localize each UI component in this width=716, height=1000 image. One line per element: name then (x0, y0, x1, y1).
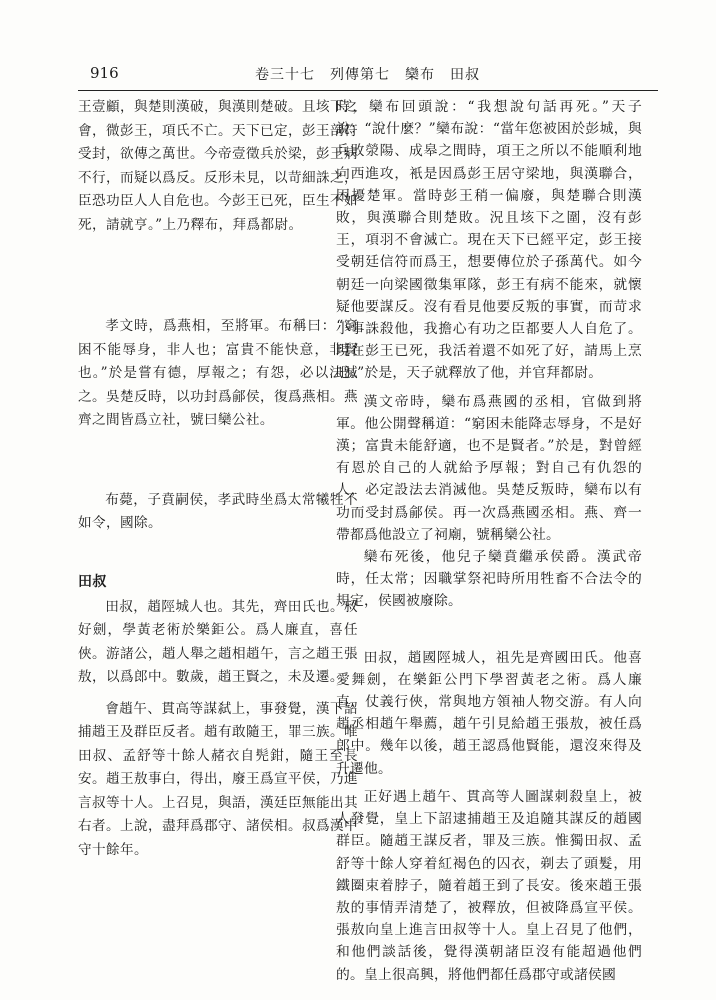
running-head: 卷三十七 列傳第七 欒布 田叔 (255, 67, 480, 83)
left-gap-1 (78, 237, 358, 315)
header-rule (78, 90, 658, 91)
left-para-3: 布薨，子賁嗣侯，孝武時坐爲太常犧牲不如令，國除。 (78, 491, 358, 531)
left-gap-2 (78, 433, 358, 489)
right-para-5: 正好遇上趙午、貫高等人圖謀刺殺皇上，被人發覺，皇上下詔逮捕趙王及追隨其謀反的趙國群臣。隨趙王謀反者，罪及三族。惟獨田叔、孟舒等十餘人穿着紅褐色的囚衣，剃去了頭髮，用鐵圈束着脖子，隨着趙王到了長安。後來趙王張敖的事情弄清楚了，被釋放，但被降爲宣平侯。張敖向皇上進言田叔等十人。皇上召見了他們，和他們談話後，覺得漢朝諸臣沒有能超過他們的。皇上很高興，將他們都任爲郡守或諸侯國 (336, 788, 642, 983)
right-para-3: 欒布死後，他兒子欒賁繼承侯爵。漢武帝時，任太常；因職掌祭祀時所用牲畜不合法令的規定，侯國被廢除。 (336, 549, 642, 610)
right-para-2: 漢文帝時，欒布爲燕國的丞相，官做到將軍。他公開聲稱道：“窮困未能降志辱身，不是好漢；富貴未能舒適，也不是賢者。”於是，對曾經有恩於自己的人就給予厚報；對自己有仇怨的人，必定設法去消滅他。吳楚反叛時，欒布以有功而受封爲鄃侯。再一次爲燕國丞相。燕、齊一帶都爲他設立了祠廟，號稱欒公社。 (336, 393, 642, 543)
section-title-tian-shu: 田叔 (78, 573, 107, 590)
page-number: 916 (90, 64, 119, 82)
left-column-classical-text (78, 96, 358, 862)
right-para-1: 時，欒布回頭說：“我想說句話再死。”天子說：“說什麼？”欒布說：“當年您被困於彭城，與兵敗滎陽、成皋之間時，項王之所以不能順利地向西進攻，衹是因爲彭王居守梁地，與漢聯合，困擾楚軍。當時彭王稍一偏廢，與楚聯合則漢敗，與漢聯合則楚敗。況且垓下之圍，沒有彭王，項羽不會滅亡。現在天下已經平定，彭王接受朝廷信符而爲王，想要傳位於子孫萬代。如今朝廷一向梁國徵集軍隊，彭王有病不能來，就懷疑他要謀反。沒有看見他要反叛的事實，而苛求小事誅殺他，我擔心有功之臣都要人人自危了。現在彭王已死，我活着還不如死了好，請馬上烹吧。”於是，天子就釋放了他，并官拜都尉。 (336, 99, 642, 382)
right-para-4: 田叔，趙國陘城人，祖先是齊國田氏。他喜愛舞劍，在樂鉅公門下學習黃老之術。爲人廉直，仗義行俠，常與地方領袖人物交游。有人向趙丞相趙午舉薦，趙午引見給趙王張敖，被任爲郎中。幾年以後，趙王認爲他賢能，還沒來得及升遷他。 (336, 649, 642, 777)
right-column-translation-text (336, 96, 642, 986)
left-para-1: 王壹顧，與楚則漢破，與漢則楚破。且垓下之會，微彭王，項氏不亡。天下已定，彭王剖符受封，欲傳之萬世。今帝壹徵兵於梁，彭王病不行，而疑以爲反。反形未見，以苛細誅之，臣恐功臣人人自危也。今彭王已死，臣生不如死，請就亨。”上乃釋布，拜爲都尉。 (78, 99, 358, 233)
left-para-5: 會趙午、貫高等謀弑上，事發覺，漢下詔捕趙王及群臣反者。趙有敢隨王，罪三族。唯田叔、孟舒等十餘人赭衣自髡鉗，隨王至長安。趙王敖事白，得出，廢王爲宣平侯，乃進言叔等十人。上召見，與語，漢廷臣無能出其右者。上說，盡拜爲郡守、諸侯相。叔爲漢中守十餘年。 (78, 700, 358, 858)
right-gap-2 (336, 613, 642, 647)
left-para-4: 田叔，趙陘城人也。其先，齊田氏也。叔好劍，學黃老術於樂鉅公。爲人廉直，喜任俠。游諸公，趙人舉之趙相趙午，言之趙王張敖，以爲郎中。數歲，趙王賢之，未及遷。 (78, 598, 358, 685)
left-para-2: 孝文時，爲燕相，至將軍。布稱曰：“窮困不能辱身，非人也；富貴不能快意，非賢也。”於是嘗有德，厚報之；有怨，必以法滅之。吳楚反時，以功封爲鄃侯，復爲燕相。燕齊之間皆爲立社，號曰欒公社。 (78, 318, 358, 428)
left-gap-3 (78, 536, 358, 564)
